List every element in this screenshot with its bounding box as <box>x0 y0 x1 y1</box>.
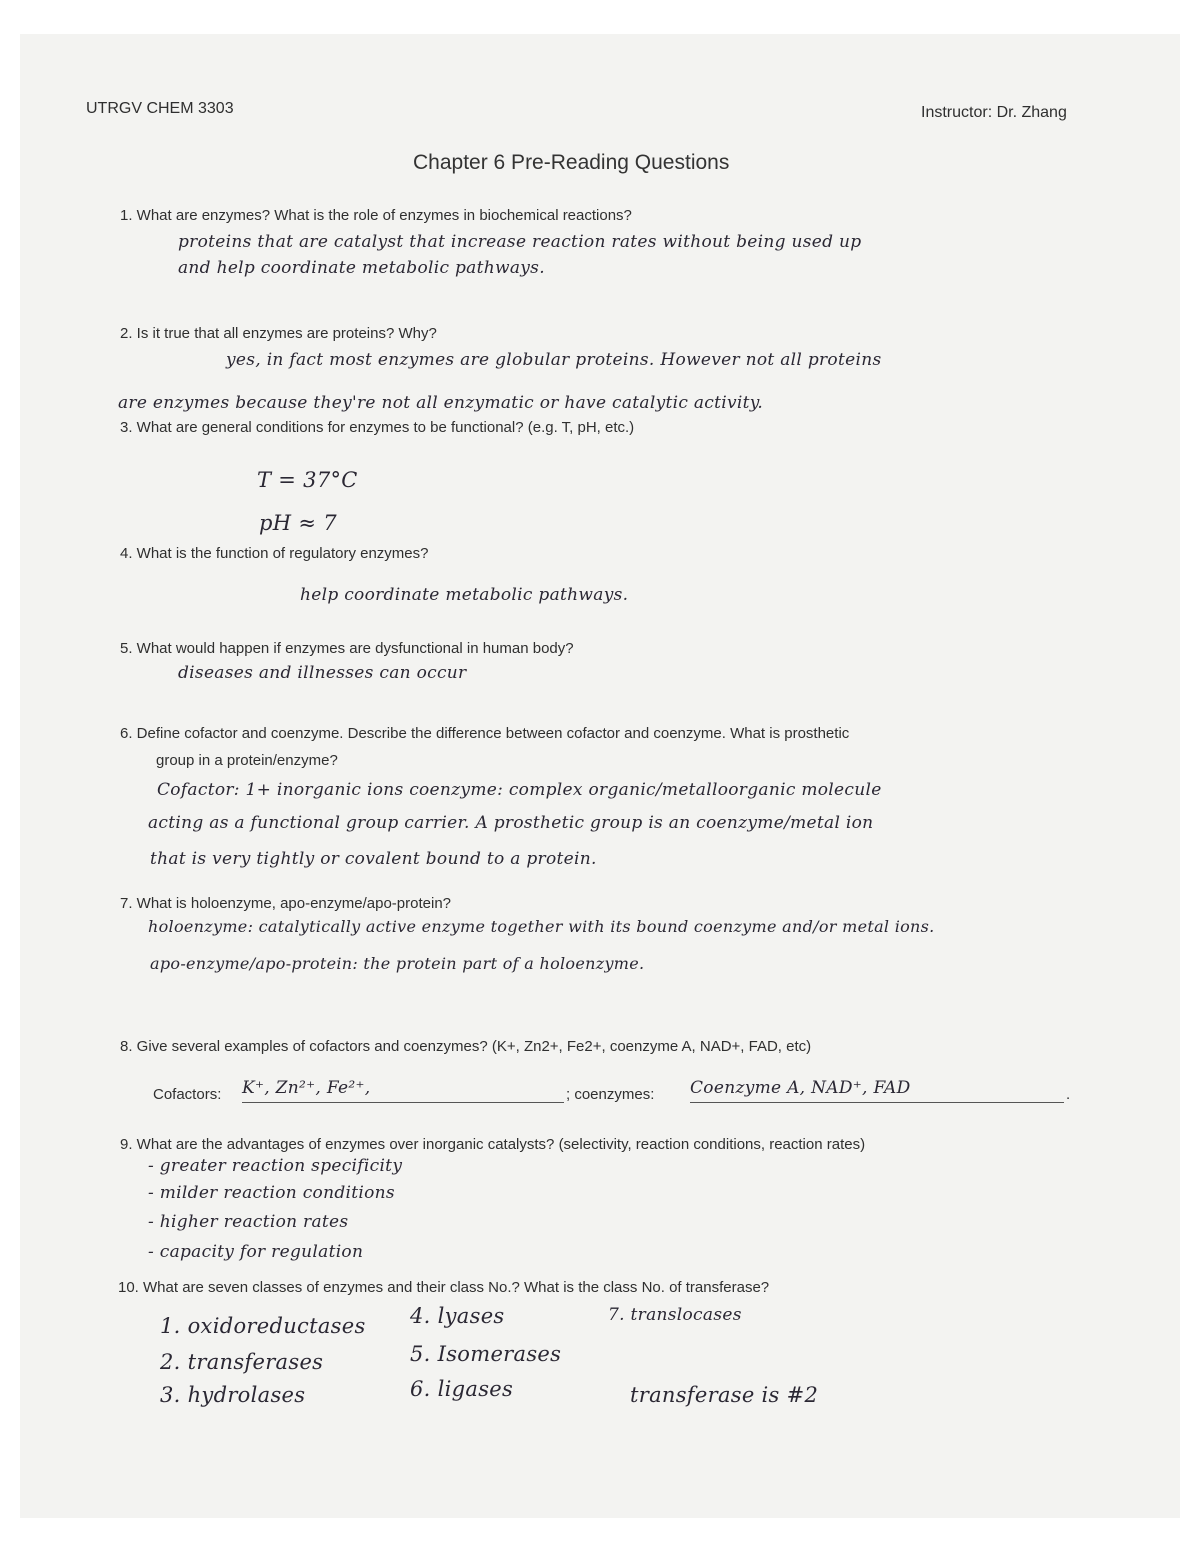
answer-6-line-3: that is very tightly or covalent bound to a protein. <box>150 849 597 869</box>
question-6-continued: group in a protein/enzyme? <box>156 752 338 769</box>
question-3: 3. What are general conditions for enzymes to be functional? (e.g. T, pH, etc.) <box>120 419 635 436</box>
enzyme-class-3: 3. hydrolases <box>160 1383 306 1407</box>
answer-6-line-2: acting as a functional group carrier. A prosthetic group is an coenzyme/metal ion <box>148 813 874 833</box>
enzyme-class-5: 5. Isomerases <box>410 1342 562 1366</box>
enzyme-class-7: 7. translocases <box>608 1305 742 1325</box>
transferase-answer: transferase is #2 <box>630 1383 819 1407</box>
answer-1-line-2: and help coordinate metabolic pathways. <box>178 258 545 278</box>
answer-9-line-3: - higher reaction rates <box>148 1212 349 1232</box>
answer-2-line-1: yes, in fact most enzymes are globular proteins. However not all proteins <box>226 350 882 370</box>
cofactors-answer: K⁺, Zn²⁺, Fe²⁺, <box>242 1078 564 1103</box>
enzyme-class-2: 2. transferases <box>160 1350 324 1374</box>
answer-9-line-2: - milder reaction conditions <box>148 1183 395 1203</box>
enzyme-class-6: 6. ligases <box>410 1377 514 1401</box>
page-title: Chapter 6 Pre-Reading Questions <box>413 151 730 174</box>
answer-9-line-1: - greater reaction specificity <box>148 1156 403 1176</box>
line-end-period: . <box>1066 1086 1071 1103</box>
enzyme-class-4: 4. lyases <box>410 1304 505 1328</box>
answer-9-line-4: - capacity for regulation <box>148 1242 364 1262</box>
question-4: 4. What is the function of regulatory enzymes? <box>120 545 429 562</box>
question-5: 5. What would happen if enzymes are dysfunctional in human body? <box>120 640 574 657</box>
answer-4: help coordinate metabolic pathways. <box>300 585 629 605</box>
answer-5: diseases and illnesses can occur <box>178 663 467 683</box>
coenzymes-answer: Coenzyme A, NAD⁺, FAD <box>690 1078 1064 1103</box>
coenzymes-label: ; coenzymes: <box>566 1086 655 1103</box>
question-9: 9. What are the advantages of enzymes over inorganic catalysts? (selectivity, reaction conditions, reaction rates) <box>120 1136 866 1153</box>
answer-7-line-1: holoenzyme: catalytically active enzyme together with its bound coenzyme and/or metal ions. <box>148 917 935 936</box>
question-6: 6. Define cofactor and coenzyme. Describe the difference between cofactor and coenzyme. What is prosthetic <box>120 725 850 742</box>
question-7: 7. What is holoenzyme, apo-enzyme/apo-protein? <box>120 895 452 912</box>
answer-1-line-1: proteins that are catalyst that increase reaction rates without being used up <box>178 232 862 252</box>
question-2: 2. Is it true that all enzymes are proteins? Why? <box>120 325 437 342</box>
answer-6-line-1: Cofactor: 1+ inorganic ions coenzyme: complex organic/metalloorganic molecule <box>157 780 882 800</box>
answer-2-line-2: are enzymes because they're not all enzymatic or have catalytic activity. <box>118 393 764 413</box>
answer-7-line-2: apo-enzyme/apo-protein: the protein part of a holoenzyme. <box>150 954 645 973</box>
course-label: UTRGV CHEM 3303 <box>86 100 234 117</box>
question-1: 1. What are enzymes? What is the role of enzymes in biochemical reactions? <box>120 207 632 224</box>
answer-3-temperature: T = 37°C <box>257 468 358 492</box>
answer-3-ph: pH ≈ 7 <box>259 511 337 535</box>
question-8: 8. Give several examples of cofactors and coenzymes? (K+, Zn2+, Fe2+, coenzyme A, NAD+, FAD, etc) <box>120 1038 812 1055</box>
enzyme-class-1: 1. oxidoreductases <box>160 1314 366 1338</box>
instructor-label: Instructor: Dr. Zhang <box>921 104 1067 121</box>
question-10: 10. What are seven classes of enzymes and their class No.? What is the class No. of transferase? <box>118 1279 770 1296</box>
cofactors-label: Cofactors: <box>153 1086 222 1103</box>
